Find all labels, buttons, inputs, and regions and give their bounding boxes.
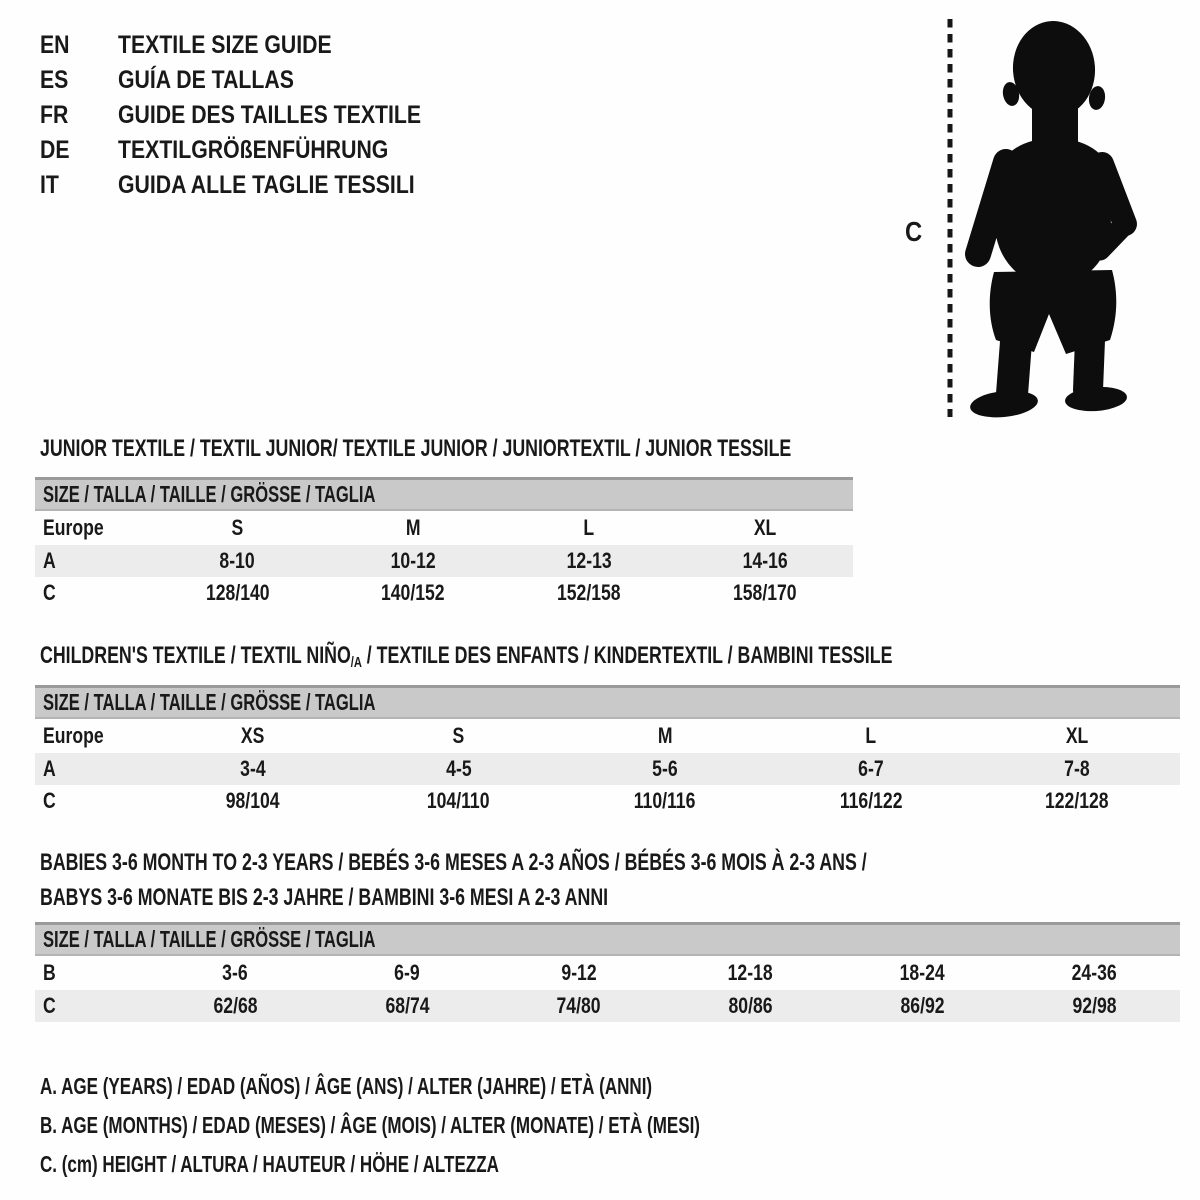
size-header-bar: SIZE / TALLA / TAILLE / GRÖSSE / TAGLIA (35, 477, 853, 511)
language-title-block (40, 28, 475, 203)
size-header-bar: SIZE / TALLA / TAILLE / GRÖSSE / TAGLIA (35, 685, 1180, 719)
size-header-bar: SIZE / TALLA / TAILLE / GRÖSSE / TAGLIA (35, 922, 1180, 956)
row-label: A (43, 548, 56, 573)
lang-title: TEXTILE SIZE GUIDE (118, 31, 332, 59)
lang-code: ES (40, 66, 69, 94)
table-value: 152/158 (557, 580, 621, 605)
table-value: 5-6 (652, 756, 678, 781)
legend-line-height: C. (cm) HEIGHT / ALTURA / HAUTEUR / HÖHE / ALTEZZA (40, 1151, 499, 1177)
babies-section-heading-line2: BABYS 3-6 MONATE BIS 2-3 JAHRE / BAMBINI 3-6 MESI A 2-3 ANNI (40, 884, 609, 911)
row-label: B (43, 960, 56, 985)
lang-row-fr (40, 98, 475, 133)
table-value: 14-16 (742, 548, 788, 573)
table-row-age-months (35, 956, 1180, 990)
table-row-region (35, 511, 853, 545)
table-value: 10-12 (390, 548, 436, 573)
toddler-silhouette-icon (952, 14, 1152, 422)
table-value: 92/98 (1072, 993, 1117, 1018)
row-label: C (43, 788, 56, 813)
lang-title: GUIDE DES TAILLES TEXTILE (118, 101, 422, 129)
row-label: A (43, 756, 56, 781)
size-column-header: S (452, 723, 465, 748)
size-column-header: M (405, 515, 421, 540)
table-row-region (35, 719, 1180, 753)
row-label: C (43, 993, 56, 1018)
table-value: 122/128 (1045, 788, 1109, 813)
size-column-header: S (231, 515, 244, 540)
lang-title: GUÍA DE TALLAS (118, 66, 294, 94)
lang-row-en (40, 28, 475, 63)
table-value: 12-18 (728, 960, 774, 985)
size-column-header: M (657, 723, 673, 748)
table-value: 110/116 (633, 788, 696, 813)
table-row-age (35, 545, 853, 577)
size-column-header: XL (1065, 723, 1089, 748)
lang-code: EN (40, 31, 70, 59)
table-row-age (35, 753, 1180, 785)
table-value: 12-13 (566, 548, 612, 573)
babies-section-heading-line1: BABIES 3-6 MONTH TO 2-3 YEARS / BEBÉS 3-6 MESES A 2-3 AÑOS / BÉBÉS 3-6 MOIS À 2-3 ANS / (40, 849, 867, 876)
table-row-height (35, 785, 1180, 817)
size-column-header: XS (240, 723, 265, 748)
height-measure-label: C (905, 216, 923, 247)
legend-line-age-months: B. AGE (MONTHS) / EDAD (MESES) / ÂGE (MOIS) / ALTER (MONATE) / ETÀ (MESI) (40, 1112, 700, 1138)
table-value: 6-7 (858, 756, 884, 781)
size-column-header: L (583, 515, 595, 540)
table-row-height (35, 577, 853, 609)
lang-row-es (40, 63, 475, 98)
legend-line-age-years: A. AGE (YEARS) / EDAD (AÑOS) / ÂGE (ANS) / ALTER (JAHRE) / ETÀ (ANNI) (40, 1073, 653, 1099)
junior-section-heading: JUNIOR TEXTILE / TEXTIL JUNIOR/ TEXTILE JUNIOR / JUNIORTEXTIL / JUNIOR TESSILE (40, 435, 792, 462)
lang-code: DE (40, 136, 70, 164)
table-value: 128/140 (205, 580, 270, 605)
lang-title: GUIDA ALLE TAGLIE TESSILI (118, 171, 415, 199)
table-value: 140/152 (381, 580, 446, 605)
table-value: 86/92 (900, 993, 945, 1018)
table-value: 3-6 (222, 960, 249, 985)
junior-size-table (35, 477, 853, 609)
size-column-header: L (865, 723, 877, 748)
row-label: C (43, 580, 56, 605)
lang-code: FR (40, 101, 69, 129)
table-value: 74/80 (556, 993, 601, 1018)
table-value: 68/74 (385, 993, 430, 1018)
table-value: 158/170 (733, 580, 797, 605)
table-value: 3-4 (239, 756, 266, 781)
table-value: 8-10 (219, 548, 255, 573)
region-label: Europe (43, 515, 104, 540)
table-value: 104/110 (427, 788, 490, 813)
lang-title: TEXTILGRÖßENFÜHRUNG (118, 136, 389, 164)
table-value: 7-8 (1064, 756, 1090, 781)
table-value: 62/68 (213, 993, 258, 1018)
table-row-height (35, 990, 1180, 1022)
table-value: 98/104 (225, 788, 280, 813)
nino-a-subscript: /A (350, 654, 362, 671)
lang-code: IT (40, 171, 59, 199)
table-value: 80/86 (728, 993, 773, 1018)
children-section-heading: CHILDREN'S TEXTILE / TEXTIL NIÑO/A / TEXTILE DES ENFANTS / KINDERTEXTIL / BAMBINI TESSILE (40, 642, 893, 671)
table-value: 116/122 (839, 788, 903, 813)
region-label: Europe (43, 723, 104, 748)
lang-row-it (40, 168, 475, 203)
table-value: 18-24 (899, 960, 945, 985)
lang-row-de (40, 133, 475, 168)
table-value: 24-36 (1071, 960, 1117, 985)
babies-size-table (35, 922, 1180, 1022)
children-size-table (35, 685, 1180, 817)
size-column-header: XL (753, 515, 777, 540)
table-value: 4-5 (445, 756, 472, 781)
table-value: 6-9 (394, 960, 420, 985)
table-value: 9-12 (561, 960, 597, 985)
